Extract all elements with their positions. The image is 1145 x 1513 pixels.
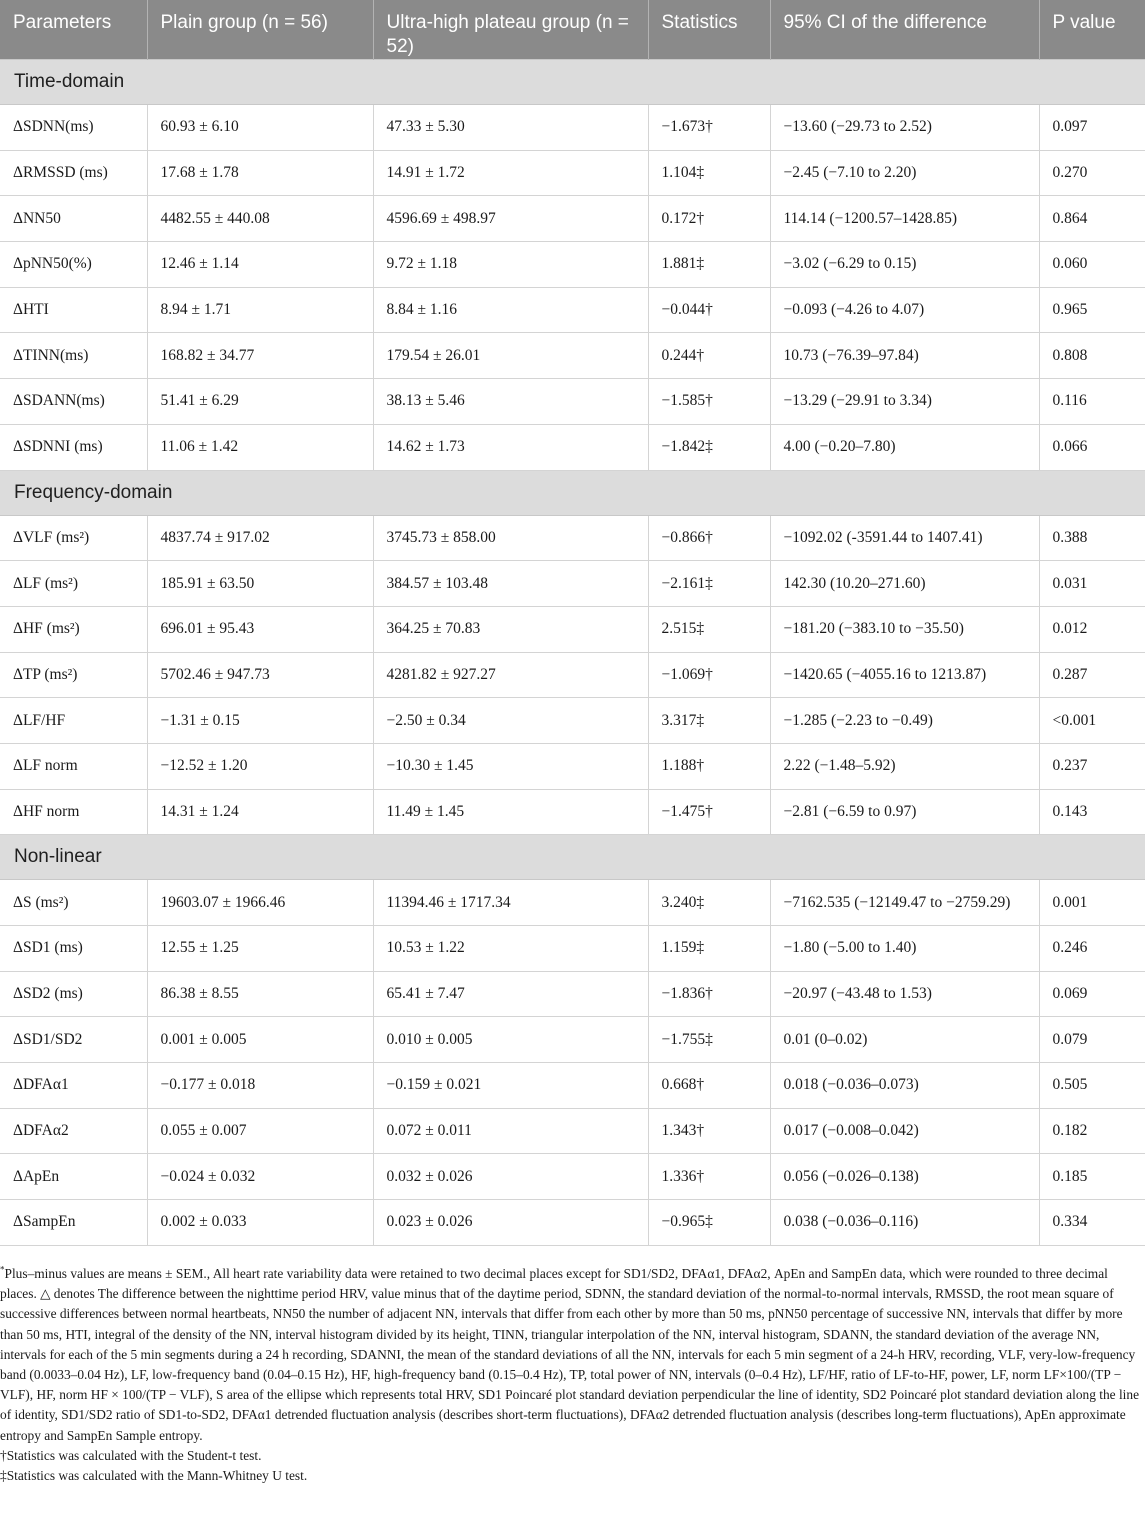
footnote-main [0,1264,1140,1446]
ci-cell: 0.038 (−0.036–0.116) [770,1200,1039,1246]
p-value-cell: 0.808 [1039,333,1145,379]
parameter-cell: ΔSDNN(ms) [0,105,147,151]
p-value-cell: 0.116 [1039,379,1145,425]
table-row [0,196,1145,242]
plateau-group-cell: 11.49 ± 1.45 [373,789,648,835]
plain-group-cell: 0.055 ± 0.007 [147,1108,373,1154]
plateau-group-cell: 11394.46 ± 1717.34 [373,880,648,926]
p-value-cell: 0.270 [1039,150,1145,196]
plain-group-cell: 5702.46 ± 947.73 [147,652,373,698]
statistics-cell: −2.161‡ [648,561,770,607]
plateau-group-cell: 9.72 ± 1.18 [373,242,648,288]
plain-group-cell: 0.001 ± 0.005 [147,1017,373,1063]
header-parameters: Parameters [0,0,147,60]
p-value-cell: 0.287 [1039,652,1145,698]
ci-cell: −0.093 (−4.26 to 4.07) [770,287,1039,333]
statistics-cell: −1.069† [648,652,770,698]
header-plain-group: Plain group (n = 56) [147,0,373,60]
table-row [0,333,1145,379]
plateau-group-cell: 0.072 ± 0.011 [373,1108,648,1154]
p-value-cell: 0.182 [1039,1108,1145,1154]
statistics-cell: −1.673† [648,105,770,151]
ci-cell: −1092.02 (-3591.44 to 1407.41) [770,515,1039,561]
parameter-cell: ΔSD2 (ms) [0,971,147,1017]
p-value-cell: 0.069 [1039,971,1145,1017]
ci-cell: 4.00 (−0.20–7.80) [770,424,1039,470]
p-value-cell: 0.185 [1039,1154,1145,1200]
statistics-cell: 1.104‡ [648,150,770,196]
statistics-cell: −1.755‡ [648,1017,770,1063]
table-row [0,1200,1145,1246]
plateau-group-cell: 4596.69 ± 498.97 [373,196,648,242]
statistics-cell: 3.317‡ [648,698,770,744]
p-value-cell: 0.334 [1039,1200,1145,1246]
ci-cell: 2.22 (−1.48–5.92) [770,743,1039,789]
table-row [0,652,1145,698]
parameter-cell: ΔLF/HF [0,698,147,744]
statistics-cell: −1.585† [648,379,770,425]
ci-cell: −2.81 (−6.59 to 0.97) [770,789,1039,835]
ci-cell: 0.017 (−0.008–0.042) [770,1108,1039,1154]
table-row [0,1063,1145,1109]
plateau-group-cell: 10.53 ± 1.22 [373,926,648,972]
table-row [0,606,1145,652]
plain-group-cell: 14.31 ± 1.24 [147,789,373,835]
ci-cell: 10.73 (−76.39–97.84) [770,333,1039,379]
table-row [0,561,1145,607]
statistics-cell: 2.515‡ [648,606,770,652]
statistics-cell: −1.836† [648,971,770,1017]
statistics-cell: −0.965‡ [648,1200,770,1246]
table-row [0,743,1145,789]
table-row [0,1154,1145,1200]
plateau-group-cell: 65.41 ± 7.47 [373,971,648,1017]
parameter-cell: ΔHF (ms²) [0,606,147,652]
p-value-cell: 0.965 [1039,287,1145,333]
plateau-group-cell: 0.032 ± 0.026 [373,1154,648,1200]
plain-group-cell: −12.52 ± 1.20 [147,743,373,789]
ci-cell: −181.20 (−383.10 to −35.50) [770,606,1039,652]
table-row [0,242,1145,288]
section-row [0,835,1145,880]
statistics-cell: −1.475† [648,789,770,835]
header-statistics: Statistics [648,0,770,60]
table-row [0,926,1145,972]
statistics-cell: 0.244† [648,333,770,379]
plain-group-cell: 19603.07 ± 1966.46 [147,880,373,926]
plain-group-cell: 4482.55 ± 440.08 [147,196,373,242]
ci-cell: 0.018 (−0.036–0.073) [770,1063,1039,1109]
p-value-cell: <0.001 [1039,698,1145,744]
footnote-double-dagger: ‡Statistics was calculated with the Mann-Whitney U test. [0,1468,308,1484]
plateau-group-cell: 3745.73 ± 858.00 [373,515,648,561]
plateau-group-cell: 47.33 ± 5.30 [373,105,648,151]
table-row [0,1017,1145,1063]
plain-group-cell: 696.01 ± 95.43 [147,606,373,652]
parameter-cell: ΔHTI [0,287,147,333]
plain-group-cell: 4837.74 ± 917.02 [147,515,373,561]
statistics-cell: 3.240‡ [648,880,770,926]
p-value-cell: 0.143 [1039,789,1145,835]
ci-cell: −13.60 (−29.73 to 2.52) [770,105,1039,151]
plateau-group-cell: 364.25 ± 70.83 [373,606,648,652]
plain-group-cell: 86.38 ± 8.55 [147,971,373,1017]
parameter-cell: ΔHF norm [0,789,147,835]
statistics-cell: 1.336† [648,1154,770,1200]
plateau-group-cell: 179.54 ± 26.01 [373,333,648,379]
ci-cell: −20.97 (−43.48 to 1.53) [770,971,1039,1017]
plain-group-cell: 185.91 ± 63.50 [147,561,373,607]
p-value-cell: 0.237 [1039,743,1145,789]
parameter-cell: ΔSD1 (ms) [0,926,147,972]
plateau-group-cell: 0.010 ± 0.005 [373,1017,648,1063]
p-value-cell: 0.097 [1039,105,1145,151]
parameter-cell: ΔLF (ms²) [0,561,147,607]
plateau-group-cell: −2.50 ± 0.34 [373,698,648,744]
plateau-group-cell: 4281.82 ± 927.27 [373,652,648,698]
statistics-cell: −1.842‡ [648,424,770,470]
p-value-cell: 0.246 [1039,926,1145,972]
footnote-asterisk: * [0,1264,5,1275]
ci-cell: −2.45 (−7.10 to 2.20) [770,150,1039,196]
statistics-cell: 1.188† [648,743,770,789]
ci-cell: 114.14 (−1200.57–1428.85) [770,196,1039,242]
statistics-cell: −0.044† [648,287,770,333]
table-header [0,0,1145,60]
ci-cell: 0.01 (0–0.02) [770,1017,1039,1063]
plateau-group-cell: 38.13 ± 5.46 [373,379,648,425]
header-ultra-high-plateau-group: Ultra-high plateau group (n = 52) [373,0,648,60]
plateau-group-cell: 14.91 ± 1.72 [373,150,648,196]
plateau-group-cell: 8.84 ± 1.16 [373,287,648,333]
plain-group-cell: 60.93 ± 6.10 [147,105,373,151]
parameter-cell: ΔTINN(ms) [0,333,147,379]
plateau-group-cell: −0.159 ± 0.021 [373,1063,648,1109]
plateau-group-cell: 0.023 ± 0.026 [373,1200,648,1246]
parameter-cell: ΔDFAα1 [0,1063,147,1109]
table-row [0,379,1145,425]
plain-group-cell: 12.55 ± 1.25 [147,926,373,972]
p-value-cell: 0.388 [1039,515,1145,561]
parameter-cell: ΔVLF (ms²) [0,515,147,561]
p-value-cell: 0.079 [1039,1017,1145,1063]
section-row [0,470,1145,515]
section-row [0,60,1145,105]
parameter-cell: ΔNN50 [0,196,147,242]
table-row [0,1108,1145,1154]
plain-group-cell: 51.41 ± 6.29 [147,379,373,425]
section-title: Frequency-domain [0,470,1145,515]
table-row [0,789,1145,835]
ci-cell: 142.30 (10.20–271.60) [770,561,1039,607]
table-row [0,105,1145,151]
statistics-cell: −0.866† [648,515,770,561]
plateau-group-cell: 14.62 ± 1.73 [373,424,648,470]
parameter-cell: ΔLF norm [0,743,147,789]
table-body [0,60,1145,1246]
p-value-cell: 0.505 [1039,1063,1145,1109]
parameter-cell: ΔpNN50(%) [0,242,147,288]
ci-cell: −13.29 (−29.91 to 3.34) [770,379,1039,425]
plain-group-cell: 17.68 ± 1.78 [147,150,373,196]
statistics-cell: 0.668† [648,1063,770,1109]
table-footnotes [0,1264,1140,1486]
parameter-cell: ΔSDANN(ms) [0,379,147,425]
parameter-cell: ΔSampEn [0,1200,147,1246]
ci-cell: −1.285 (−2.23 to −0.49) [770,698,1039,744]
section-title: Time-domain [0,60,1145,105]
ci-cell: 0.056 (−0.026–0.138) [770,1154,1039,1200]
parameter-cell: ΔDFAα2 [0,1108,147,1154]
p-value-cell: 0.031 [1039,561,1145,607]
table-row [0,515,1145,561]
parameter-cell: ΔSD1/SD2 [0,1017,147,1063]
ci-cell: −7162.535 (−12149.47 to −2759.29) [770,880,1039,926]
plain-group-cell: 168.82 ± 34.77 [147,333,373,379]
plain-group-cell: 8.94 ± 1.71 [147,287,373,333]
table-row [0,287,1145,333]
p-value-cell: 0.012 [1039,606,1145,652]
parameter-cell: ΔRMSSD (ms) [0,150,147,196]
parameter-cell: ΔSDNNI (ms) [0,424,147,470]
parameter-cell: ΔS (ms²) [0,880,147,926]
footnote-dagger: †Statistics was calculated with the Student-t test. [0,1447,262,1463]
plain-group-cell: 11.06 ± 1.42 [147,424,373,470]
statistics-cell: 1.881‡ [648,242,770,288]
table-row [0,698,1145,744]
table-row [0,971,1145,1017]
plain-group-cell: −0.024 ± 0.032 [147,1154,373,1200]
p-value-cell: 0.001 [1039,880,1145,926]
plateau-group-cell: 384.57 ± 103.48 [373,561,648,607]
table-row [0,150,1145,196]
ci-cell: −1.80 (−5.00 to 1.40) [770,926,1039,972]
plain-group-cell: 12.46 ± 1.14 [147,242,373,288]
plain-group-cell: 0.002 ± 0.033 [147,1200,373,1246]
footnote-main-text: Plus–minus values are means ± SEM., All heart rate variability data were retained to two decimal places except for SD1/SD2, DFAα1, DFAα2, ApEn and SampEn data, which were rounded to three decimal places. △ denotes The difference between the nighttime period HRV, value minus that of the daytime period, SDNN, the standard deviation of the normal-to-normal intervals, RMSSD, the root mean square of successive differences between normal heartbeats, NN50 the number of adjacent NN, intervals that differ from each other by more than 50 ms, pNN50 percentage of successive NN, intervals that differ by more than 50 ms, HTI, integral of the density of the NN, interval histogram divided by its height, TINN, triangular interpolation of the NN, interval histogram, SDANN, the standard deviation of the average NN, intervals for each of the 5 min segments during a 24 h recording, SDANNI, the mean of the standard deviations of all the NN, intervals for each 5 min segment of a 24-h HRV, recording, VLF, very-low-frequency band (0.0033–0.04 Hz), LF, low-frequency band (0.04–0.15 Hz), HF, high-frequency band (0.15–0.4 Hz), TP, total power of NN, intervals (0–0.4 Hz), LF/HF, ratio of LF-to-HF, power, LF, norm LF×100/(TP − VLF), HF, norm HF × 100/(TP − VLF), S area of the ellipse which represents total HRV, SD1 Poincaré plot standard deviation perpendicular the line of identity, SD2 Poincaré plot standard deviation along the line of identity, SD1/SD2 ratio of SD1-to-SD2, DFAα1 detrended fluctuation analysis (describes short-term fluctuations), DFAα2 detrended fluctuation analysis (describes long-term fluctuations), ApEn approximate entropy and SampEn Sample entropy. [0,1266,1140,1443]
header-95-ci: 95% CI of the difference [770,0,1039,60]
table-row [0,880,1145,926]
plain-group-cell: −0.177 ± 0.018 [147,1063,373,1109]
parameter-cell: ΔApEn [0,1154,147,1200]
ci-cell: −3.02 (−6.29 to 0.15) [770,242,1039,288]
parameter-cell: ΔTP (ms²) [0,652,147,698]
table-row [0,424,1145,470]
plateau-group-cell: −10.30 ± 1.45 [373,743,648,789]
p-value-cell: 0.066 [1039,424,1145,470]
section-title: Non-linear [0,835,1145,880]
p-value-cell: 0.060 [1039,242,1145,288]
plain-group-cell: −1.31 ± 0.15 [147,698,373,744]
p-value-cell: 0.864 [1039,196,1145,242]
statistics-cell: 1.343† [648,1108,770,1154]
ci-cell: −1420.65 (−4055.16 to 1213.87) [770,652,1039,698]
header-p-value: P value [1039,0,1145,60]
statistics-cell: 0.172† [648,196,770,242]
statistics-cell: 1.159‡ [648,926,770,972]
